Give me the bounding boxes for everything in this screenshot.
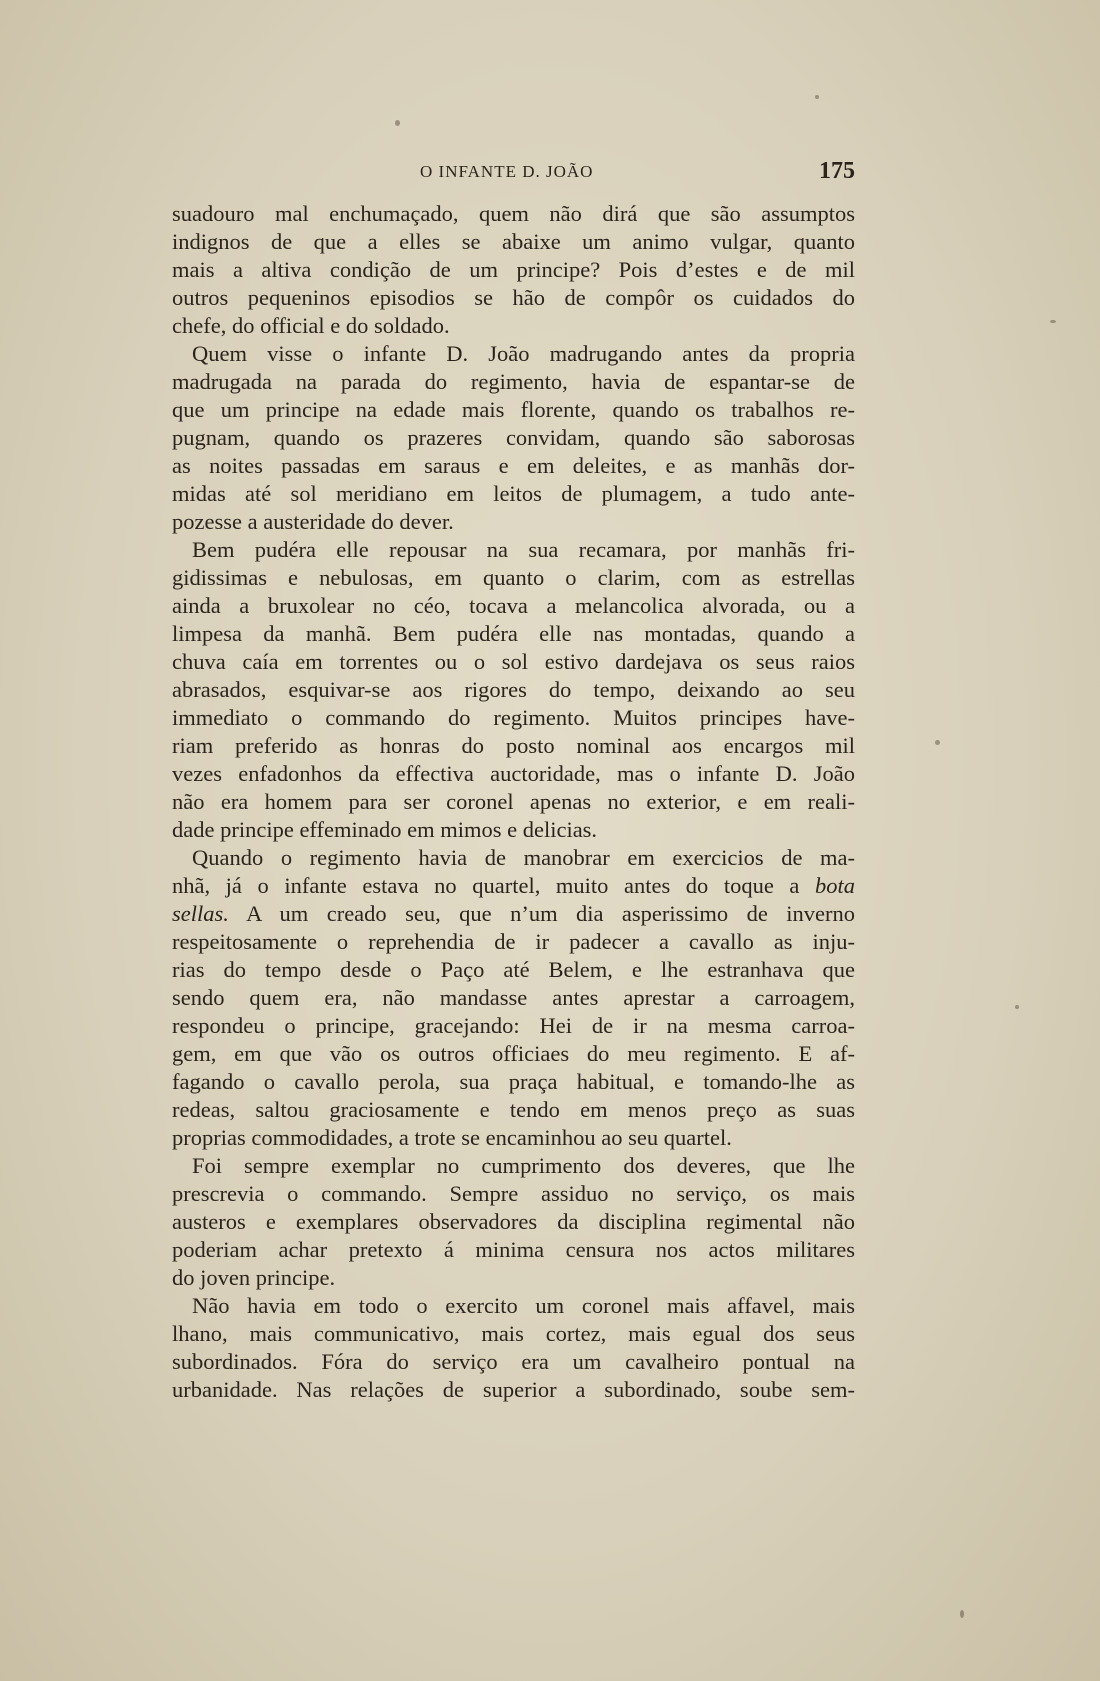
text-line [172,900,855,928]
text-line: riam preferido as honras do posto nominal aos encargos mil [172,733,855,758]
text-line: não era homem para ser coronel apenas no exterior, e em reali- [172,789,855,814]
text-line: pozesse a austeridade do dever. [172,509,454,534]
text-line: chefe, do official e do soldado. [172,313,450,338]
running-title: O INFANTE D. JOÃO [420,162,594,181]
text-line: respeitosamente o reprehendia de ir padecer a cavallo as inju- [172,929,855,954]
italic-term: bota [814,873,855,898]
text-line: limpesa da manhã. Bem pudéra elle nas montadas, quando a [172,621,855,646]
text-line: midas até sol meridiano em leitos de plumagem, a tudo ante- [172,481,855,506]
text-line: pugnam, quando os prazeres convidam, quando são saborosas [172,425,855,450]
text-line: Quando o regimento havia de manobrar em exercicios de ma- [192,845,855,870]
text-line [172,872,855,900]
paper-speck [935,740,940,745]
text-line: dade principe effeminado em mimos e delicias. [172,817,598,842]
text-line: subordinados. Fóra do serviço era um cavalheiro pontual na [172,1349,855,1374]
text-line: prescrevia o commando. Sempre assiduo no serviço, os mais [172,1181,855,1206]
paper-speck [960,1610,964,1618]
text-line: chuva caía em torrentes ou o sol estivo dardejava os seus raios [172,649,855,674]
text-line: suadouro mal enchumaçado, quem não dirá que são assumptos [172,201,855,226]
text-line: abrasados, esquivar-se aos rigores do tempo, deixando ao seu [172,677,855,702]
page-header [170,158,855,188]
text-line: immediato o commando do regimento. Muitos principes have- [172,705,855,730]
text-line: outros pequeninos episodios se hão de compôr os cuidados do [172,285,855,310]
text-line: Bem pudéra elle repousar na sua recamara, por manhãs fri- [192,537,855,562]
text-line: ainda a bruxolear no céo, tocava a melancolica alvorada, ou a [172,593,855,618]
text-line: vezes enfadonhos da effectiva auctoridade, mas o infante D. João [172,761,855,786]
paper-speck [815,95,819,99]
text-line: proprias commodidades, a trote se encaminhou ao seu quartel. [172,1125,732,1150]
text-line: austeros e exemplares observadores da disciplina regimental não [172,1209,855,1234]
text-segment: A um creado seu, que n’um dia asperissimo de inverno [228,901,855,926]
text-line: gidissimas e nebulosas, em quanto o clarim, com as estrellas [172,565,855,590]
text-line: Não havia em todo o exercito um coronel mais affavel, mais [192,1293,855,1318]
italic-term: sellas. [172,901,229,926]
text-line: redeas, saltou graciosamente e tendo em menos preço as suas [172,1097,855,1122]
text-line: urbanidade. Nas relações de superior a subordinado, soube sem- [172,1377,855,1402]
text-line: do joven principe. [172,1265,336,1290]
body-text [172,200,855,1404]
text-line: as noites passadas em saraus e em deleites, e as manhãs dor- [172,453,855,478]
text-line: gem, em que vão os outros officiaes do meu regimento. E af- [172,1041,855,1066]
text-line: lhano, mais communicativo, mais cortez, mais egual dos seus [172,1321,855,1346]
text-line: madrugada na parada do regimento, havia de espantar-se de [172,369,855,394]
text-line: Quem visse o infante D. João madrugando antes da propria [192,341,855,366]
paper-speck [1050,320,1056,323]
text-line: indignos de que a elles se abaixe um animo vulgar, quanto [172,229,855,254]
text-line: fagando o cavallo perola, sua praça habitual, e tomando-lhe as [172,1069,855,1094]
text-line: Foi sempre exemplar no cumprimento dos deveres, que lhe [192,1153,855,1178]
text-line: poderiam achar pretexto á minima censura nos actos militares [172,1237,855,1262]
text-segment: nhã, já o infante estava no quartel, muito antes do toque a [172,873,815,898]
page-number: 175 [819,158,855,184]
text-line: sendo quem era, não mandasse antes aprestar a carroagem, [172,985,855,1010]
paper-speck [395,120,400,126]
text-line: rias do tempo desde o Paço até Belem, e lhe estranhava que [172,957,855,982]
paper-speck [1015,1005,1019,1009]
text-line: respondeu o principe, gracejando: Hei de ir na mesma carroa- [172,1013,855,1038]
text-line: mais a altiva condição de um principe? Pois d’estes e de mil [172,257,855,282]
text-line: que um principe na edade mais florente, quando os trabalhos re- [172,397,855,422]
